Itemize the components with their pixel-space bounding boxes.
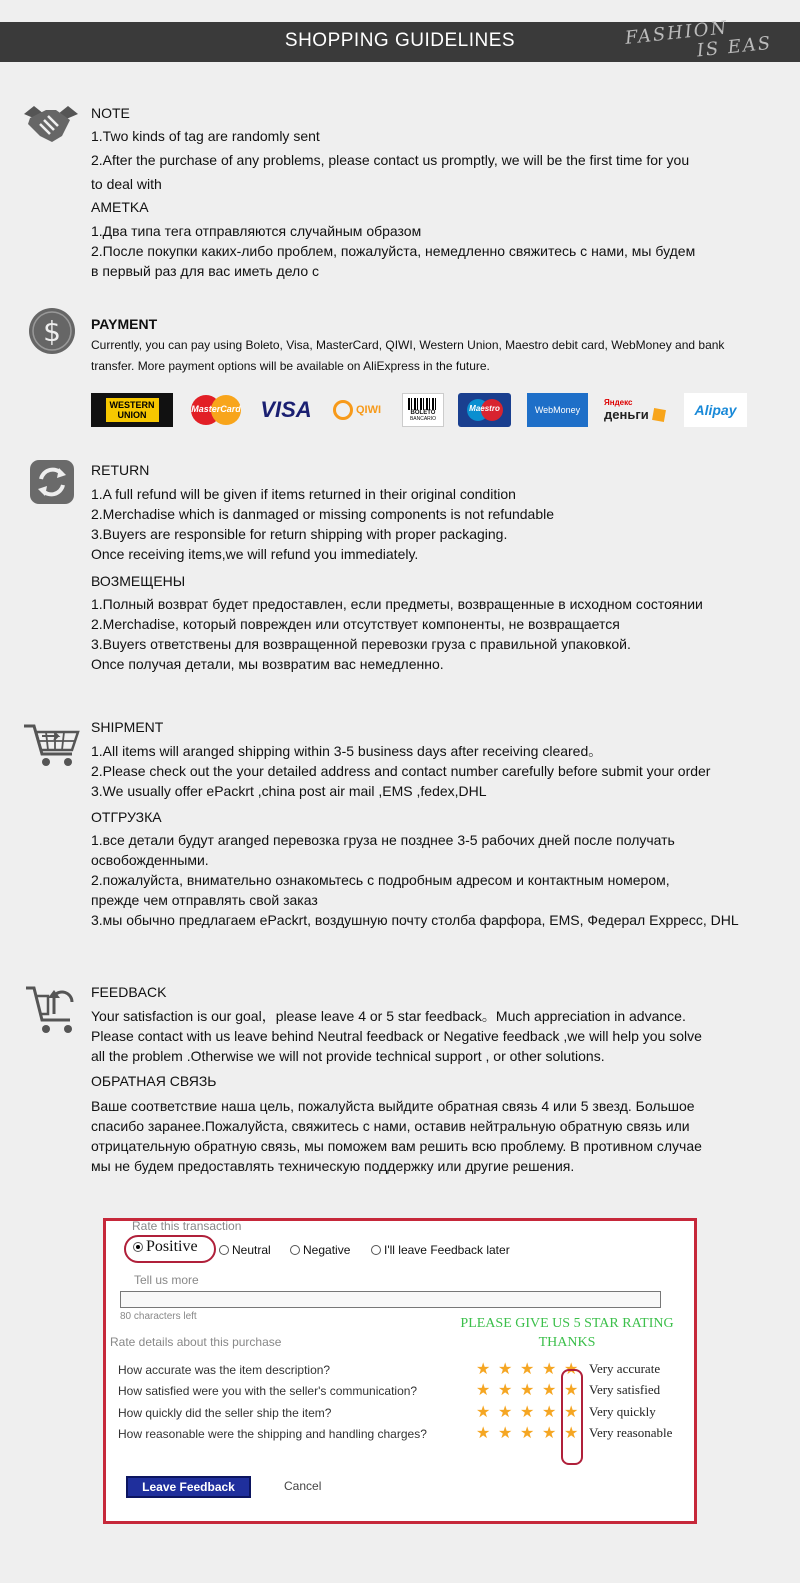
note-line: to deal with [91, 176, 162, 192]
feedback-ru-line: спасибо заранее.Пожалуйста, свяжитесь с нами, оставив нейтральную обратную связь или [91, 1118, 690, 1134]
star-icon[interactable]: ★ [476, 1425, 491, 1442]
return-lines [91, 484, 554, 564]
star-icon[interactable]: ★ [520, 1404, 535, 1421]
star-icon[interactable]: ★ [498, 1425, 513, 1442]
star-icon[interactable]: ★ [564, 1382, 579, 1399]
return-ru-title: ВОЗМЕЩЕНЫ [91, 573, 186, 589]
leave-feedback-button[interactable]: Leave Feedback [126, 1476, 251, 1498]
star-icon[interactable]: ★ [498, 1361, 513, 1378]
shopping-cart-icon [22, 722, 82, 773]
brand-line-1: FASHION [624, 17, 730, 49]
alipay-logo: Alipay [684, 393, 747, 427]
question-shipping-speed: How quickly did the seller ship the item? [118, 1406, 332, 1420]
return-line: 2.Merchadise which is danmaged or missing components is not refundable [91, 506, 555, 522]
rating-label: Very quickly [589, 1404, 656, 1419]
note-lines [91, 124, 689, 196]
visa-logo: VISA [260, 397, 312, 422]
return-title: RETURN [91, 462, 150, 478]
star-icon[interactable]: ★ [520, 1382, 535, 1399]
feedback-line: Your satisfaction is our goal，please leave 4 or 5 star feedback。Much appreciation in advance. [91, 1008, 686, 1024]
note-line: 2.After the purchase of any problems, please contact us promptly, we will be the first time for you [91, 152, 690, 168]
return-ru-lines [91, 594, 703, 674]
brand-line-2: IS EAS [695, 32, 774, 62]
shipment-ru-title: ОТГРУЗКА [91, 809, 162, 825]
shipment-title: SHIPMENT [91, 719, 164, 735]
note-ru-line: 2.После покупки каких-либо проблем, пожалуйста, немедленно свяжитесь с нами, мы будем [91, 243, 696, 259]
western-union-logo: WESTERN UNION [91, 393, 173, 427]
radio-positive[interactable]: Positive [133, 1238, 198, 1256]
rate-transaction-label: Rate this transaction [132, 1219, 242, 1233]
note-line: 1.Two kinds of tag are randomly sent [91, 128, 320, 144]
brand-watermark [624, 11, 798, 73]
feedback-ru-title: ОБРАТНАЯ СВЯЗЬ [91, 1073, 217, 1089]
feedback-form [103, 1218, 697, 1524]
return-ru-line: 3.Buyers ответствены для возвращенной перевозки груза с правильной упаковкой. [91, 636, 631, 652]
question-shipping-charges: How reasonable were the shipping and handling charges? [118, 1427, 427, 1441]
radio-neutral[interactable]: Neutral [219, 1243, 271, 1257]
svg-text:$: $ [43, 315, 61, 348]
cancel-link[interactable]: Cancel [284, 1479, 322, 1493]
star-icon[interactable]: ★ [520, 1361, 535, 1378]
star-icon[interactable]: ★ [564, 1361, 579, 1378]
qiwi-logo: QIWI [325, 393, 389, 427]
radio-leave-later[interactable]: I'll leave Feedback later [371, 1243, 510, 1257]
star-icon[interactable]: ★ [542, 1382, 557, 1399]
payment-line: transfer. More payment options will be available on AliExpress in the future. [91, 359, 490, 373]
radio-negative[interactable]: Negative [290, 1243, 350, 1257]
feedback-lines [91, 1006, 702, 1066]
star-icon[interactable]: ★ [542, 1404, 557, 1421]
star-icon[interactable]: ★ [542, 1361, 557, 1378]
rating-label: Very accurate [589, 1361, 661, 1376]
shipment-ru-line: освобожденными. [91, 852, 209, 868]
note-ru-lines [91, 221, 695, 281]
yandex-money-logo: Яндекс деньги [604, 393, 670, 427]
return-line: 3.Buyers are responsible for return shipping with proper packaging. [91, 526, 508, 542]
shipment-ru-line: прежде чем отправлять свой заказ [91, 892, 318, 908]
shipment-ru-line: 3.мы обычно предлагаем ePackrt, воздушную почту столба фарфора, EMS, Федерал Expресс, DHL [91, 912, 739, 928]
page-title: SHOPPING GUIDELINES [284, 30, 516, 51]
note-ru-title: AMETKA [91, 199, 149, 215]
shipment-lines [91, 741, 710, 801]
rate-details-label: Rate details about this purchase [110, 1335, 282, 1349]
feedback-line: Please contact with us leave behind Neutral feedback or Negative feedback ,we will help you solve [91, 1028, 702, 1044]
rating-label: Very satisfied [589, 1382, 661, 1397]
payment-line: Currently, you can pay using Boleto, Visa, MasterCard, QIWI, Western Union, Maestro debit card, WebMoney and bank [91, 338, 725, 352]
five-star-highlight [561, 1369, 583, 1465]
payment-lines [91, 335, 724, 377]
star-icon[interactable]: ★ [498, 1404, 513, 1421]
feedback-ru-line: Ваше соответствие наша цель, пожалуйста выйдите обратная связь 4 или 5 звезд. Большое [91, 1098, 695, 1114]
return-ru-line: 2.Merchadise, который поврежден или отсутствует компоненты, не возвращается [91, 616, 620, 632]
comment-input[interactable] [120, 1291, 661, 1308]
star-icon[interactable]: ★ [476, 1404, 491, 1421]
webmoney-logo: WebMoney [527, 393, 588, 427]
feedback-line: all the problem .Otherwise we will not provide technical support , or other solutions. [91, 1048, 605, 1064]
chars-left-label: 80 characters left [120, 1311, 197, 1322]
feedback-title: FEEDBACK [91, 984, 167, 1000]
header-bar [0, 17, 800, 62]
return-line: Once receiving items,we will refund you immediately. [91, 546, 419, 562]
star-icon[interactable]: ★ [564, 1404, 579, 1421]
refresh-icon [29, 459, 75, 510]
shipment-ru-line: 2.пожалуйста, внимательно ознакомьтесь с подробным адресом и контактным номером, [91, 872, 670, 888]
star-icon[interactable]: ★ [520, 1425, 535, 1442]
question-description: How accurate was the item description? [118, 1363, 331, 1377]
star-icon[interactable]: ★ [564, 1425, 579, 1442]
feedback-ru-line: мы не будем предоставлять техническую поддержку или другие решения. [91, 1158, 575, 1174]
handshake-icon [22, 100, 80, 151]
star-icon[interactable]: ★ [476, 1361, 491, 1378]
payment-title: PAYMENT [91, 316, 158, 332]
star-icon[interactable]: ★ [498, 1382, 513, 1399]
star-icon[interactable]: ★ [476, 1382, 491, 1399]
maestro-logo: Maestro [458, 393, 511, 427]
boleto-logo: BOLETO BANCARIO [402, 393, 444, 427]
note-ru-line: 1.Два типа тега отправляются случайным образом [91, 223, 422, 239]
shipment-line: 2.Please check out the your detailed address and contact number carefully before submit your order [91, 763, 711, 779]
mastercard-logo: MasterCard [188, 393, 244, 427]
cart-return-icon [24, 984, 78, 1041]
return-line: 1.A full refund will be given if items returned in their original condition [91, 486, 516, 502]
tell-us-more-label: Tell us more [134, 1273, 199, 1287]
note-ru-line: в первый раз для вас иметь дело с [91, 263, 320, 279]
feedback-ru-lines [91, 1096, 702, 1176]
return-ru-line: Once получая детали, мы возвратим вас немедленно. [91, 656, 444, 672]
star-icon[interactable]: ★ [542, 1425, 557, 1442]
rating-label: Very reasonable [589, 1425, 673, 1440]
note-title: NOTE [91, 105, 130, 121]
shipment-line: 3.We usually offer ePackrt ,china post air mail ,EMS ,fedex,DHL [91, 783, 487, 799]
shipment-ru-line: 1.все детали будут aranged перевозка груза не позднее 3-5 рабочих дней после получать [91, 832, 675, 848]
feedback-ru-line: отрицательную обратную связь, мы поможем вам решить всю проблему. В противном случае [91, 1138, 702, 1154]
shipment-ru-lines [91, 830, 739, 930]
star-rating-promo: PLEASE GIVE US 5 STAR RATING THANKS [460, 1316, 674, 1350]
return-ru-line: 1.Полный возврат будет предоставлен, если предметы, возвращенные в исходном состоянии [91, 596, 703, 612]
dollar-icon [27, 306, 77, 361]
shipment-line: 1.All items will aranged shipping within 3-5 business days after receiving cleared。 [91, 743, 603, 759]
question-communication: How satisfied were you with the seller's communication? [118, 1384, 418, 1398]
